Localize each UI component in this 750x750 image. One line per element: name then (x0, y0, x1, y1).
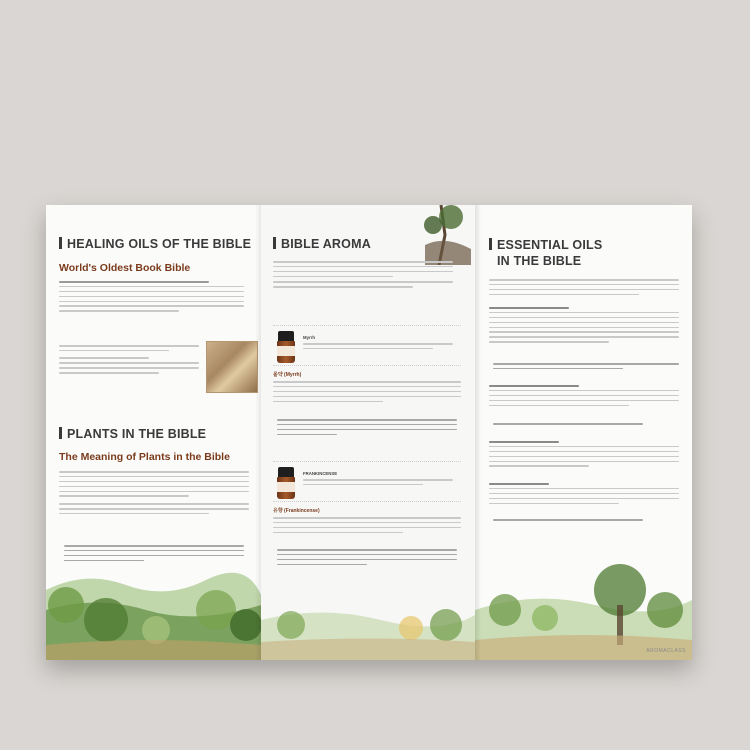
fold-shadow (255, 205, 261, 660)
nature-illustration (46, 550, 261, 660)
heading-bar (489, 238, 492, 250)
healing-oils-subtitle: World's Oldest Book Bible (59, 262, 191, 274)
garden-illustration (261, 580, 475, 660)
myrrh-quote (277, 419, 457, 439)
intro-text-block (59, 281, 244, 315)
frankincense-heading: 유향 (Frankincense) (273, 508, 320, 514)
trifold-brochure (46, 205, 692, 660)
heading-bar (273, 237, 276, 249)
divider (273, 501, 461, 502)
section-3-text (489, 441, 679, 470)
heading-bar (59, 427, 62, 439)
frankincense-bottle-icon (275, 467, 297, 499)
myrrh-text (273, 381, 461, 405)
fold-shadow (475, 205, 481, 660)
scroll-image (206, 341, 258, 393)
brand-logo: AROMACLASS (646, 648, 686, 654)
bible-aroma-heading: BIBLE AROMA (273, 237, 371, 251)
section-4-quote (493, 519, 679, 524)
frankincense-text (273, 517, 461, 537)
heading-bar (59, 237, 62, 249)
frankincense-name: FRANKINCENSE (303, 471, 338, 476)
healing-oils-heading: HEALING OILS OF THE BIBLE (59, 237, 251, 251)
plants-subtitle: The Meaning of Plants in the Bible (59, 451, 230, 463)
plants-text-block (59, 471, 249, 518)
frankincense-quote (277, 549, 457, 569)
divider (273, 365, 461, 366)
myrrh-heading: 몰약 (Myrrh) (273, 372, 302, 378)
panel-left (46, 205, 261, 660)
myrrh-name: Myrrh (303, 335, 315, 340)
section-2-quote (493, 423, 679, 428)
tree-branch-illustration (411, 205, 475, 265)
section-4-text (489, 483, 679, 507)
divider (273, 325, 461, 326)
essential-oils-heading: ESSENTIAL OILS IN THE BIBLE (489, 237, 602, 269)
section-1-quote (493, 363, 679, 373)
myrrh-spec-text (303, 343, 453, 353)
body-text-block (59, 345, 199, 377)
panel-right (475, 205, 692, 660)
section-2-text (489, 385, 679, 409)
divider (273, 461, 461, 462)
section-1-text (489, 307, 679, 346)
aroma-intro-text (273, 261, 453, 291)
plants-heading: PLANTS IN THE BIBLE (59, 427, 206, 441)
myrrh-bottle-icon (275, 331, 297, 363)
frankincense-spec-text (303, 479, 453, 489)
panel-middle (261, 205, 475, 660)
tree-landscape-illustration (475, 560, 692, 660)
essential-intro-text (489, 279, 679, 299)
